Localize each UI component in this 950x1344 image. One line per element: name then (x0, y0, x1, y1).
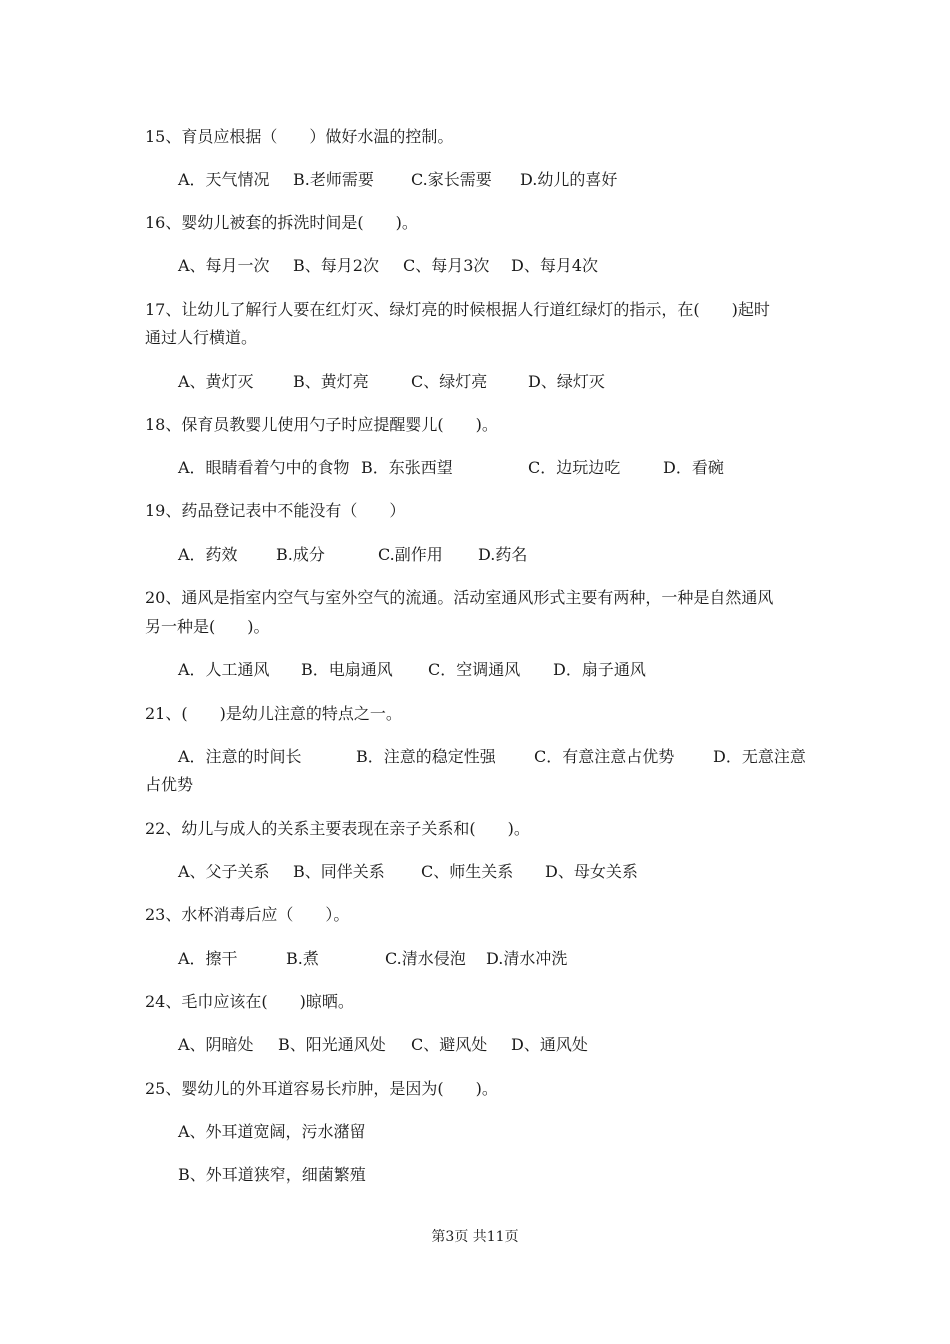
question-22: 22、幼儿与成人的关系主要表现在亲子关系和( )。 (145, 819, 530, 838)
option-d: D、通风处 (511, 1035, 588, 1054)
option-d: D、母女关系 (545, 862, 638, 881)
question-17: 17、让幼儿了解行人要在红灯灭、绿灯亮的时候根据人行道红绿灯的指示，在( )起时 (145, 300, 770, 319)
option-d: D．无意注意 (713, 747, 806, 766)
option-c: C.副作用 (378, 545, 443, 564)
option-d: D、绿灯灭 (528, 372, 605, 391)
question-15: 15、育员应根据（ ）做好水温的控制。 (145, 127, 454, 146)
option-b: B.煮 (286, 949, 319, 968)
question-16: 16、婴幼儿被套的拆洗时间是( )。 (145, 213, 418, 232)
option-b: B、阳光通风处 (278, 1035, 386, 1054)
option-a: A．擦干 (178, 949, 238, 968)
option-b: B.老师需要 (293, 170, 374, 189)
question-21-option-wrap: 占优势 (145, 775, 194, 794)
option-a: A．眼睛看着勺中的食物 (178, 458, 350, 477)
option-b: B、黄灯亮 (293, 372, 369, 391)
option-a: A．药效 (178, 545, 238, 564)
option-c: C、避风处 (411, 1035, 488, 1054)
option-a: A．注意的时间长 (178, 747, 302, 766)
question-20-continued: 另一种是( )。 (145, 617, 270, 636)
question-23: 23、水杯消毒后应（ ）。 (145, 905, 350, 924)
option-b: B．注意的稳定性强 (356, 747, 496, 766)
option-d: D.幼儿的喜好 (520, 170, 618, 189)
question-25-option-a: A、外耳道宽阔，污水潴留 (178, 1122, 366, 1141)
option-d: D、每月4次 (511, 256, 599, 275)
question-25: 25、婴幼儿的外耳道容易长疖肿，是因为( )。 (145, 1079, 498, 1098)
option-b: B、同伴关系 (293, 862, 385, 881)
option-a: A、黄灯灭 (178, 372, 254, 391)
option-a: A、每月一次 (178, 256, 270, 275)
question-24: 24、毛巾应该在( )晾晒。 (145, 992, 354, 1011)
question-20: 20、通风是指室内空气与室外空气的流通。活动室通风形式主要有两种，一种是自然通风 (145, 588, 774, 607)
option-d: D．扇子通风 (553, 660, 646, 679)
option-d: D.药名 (478, 545, 528, 564)
option-b: B．电扇通风 (301, 660, 393, 679)
option-b: B、每月2次 (293, 256, 379, 275)
option-c: C.家长需要 (411, 170, 492, 189)
option-b: B.成分 (276, 545, 325, 564)
option-a: A．天气情况 (178, 170, 270, 189)
option-c: C．有意注意占优势 (534, 747, 675, 766)
option-b: B．东张西望 (361, 458, 453, 477)
option-d: D．看碗 (663, 458, 724, 477)
option-a: A、阴暗处 (178, 1035, 254, 1054)
option-d: D.清水冲洗 (486, 949, 568, 968)
option-c: C．空调通风 (428, 660, 521, 679)
option-c: C、每月3次 (403, 256, 490, 275)
question-17-continued: 通过人行横道。 (145, 328, 258, 347)
option-c: C．边玩边吃 (528, 458, 621, 477)
page-footer: 第3页 共11页 (431, 1229, 519, 1245)
question-25-option-b: B、外耳道狭窄，细菌繁殖 (178, 1165, 366, 1184)
option-a: A、父子关系 (178, 862, 270, 881)
question-19: 19、药品登记表中不能没有（ ） (145, 501, 406, 520)
option-a: A．人工通风 (178, 660, 270, 679)
question-21: 21、( )是幼儿注意的特点之一。 (145, 704, 402, 723)
question-18: 18、保育员教婴儿使用勺子时应提醒婴儿( )。 (145, 415, 498, 434)
option-c: C、师生关系 (421, 862, 514, 881)
option-c: C、绿灯亮 (411, 372, 488, 391)
option-c: C.清水侵泡 (385, 949, 466, 968)
